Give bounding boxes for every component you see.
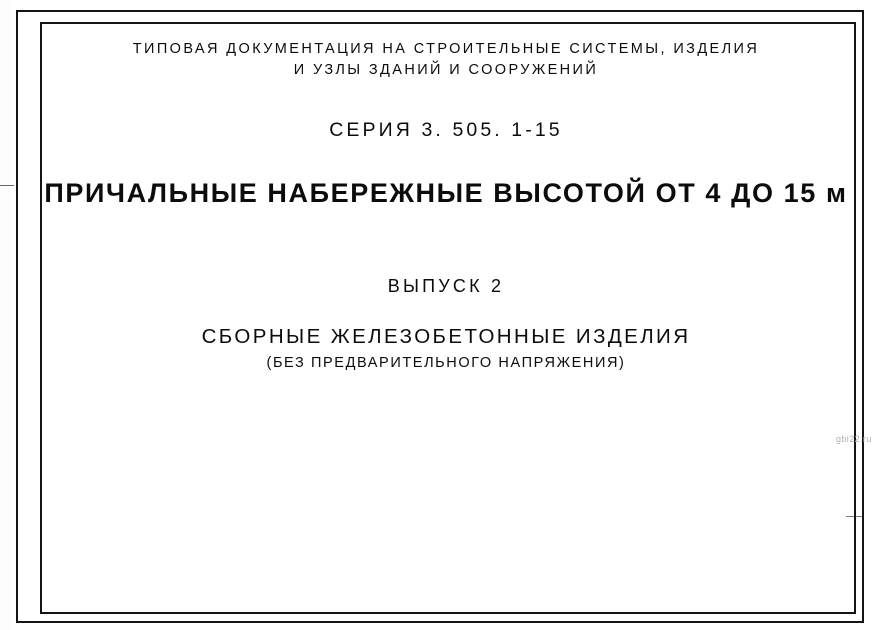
title-block — [40, 22, 852, 610]
subtitle: СБОРНЫЕ ЖЕЛЕЗОБЕТОННЫЕ ИЗДЕЛИЯ — [201, 325, 691, 348]
header-line-1: ТИПОВАЯ ДОКУМЕНТАЦИЯ НА СТРОИТЕЛЬНЫЕ СИСТЕМЫ, ИЗДЕЛИЯ — [132, 41, 760, 57]
series-number: СЕРИЯ 3. 505. 1-15 — [329, 119, 563, 141]
subtitle-note: (БЕЗ ПРЕДВАРИТЕЛЬНОГО НАПРЯЖЕНИЯ) — [266, 355, 626, 371]
page-title: ПРИЧАЛЬНЫЕ НАБЕРЕЖНЫЕ ВЫСОТОЙ ОТ 4 ДО 15 м — [44, 178, 848, 208]
header-line-2: И УЗЛЫ ЗДАНИЙ И СООРУЖЕНИЙ — [293, 62, 599, 78]
scan-edge-left — [0, 0, 10, 630]
watermark-label: gbi22.ru — [836, 434, 872, 444]
issue-number: ВЫПУСК 2 — [387, 276, 505, 296]
scan-mark-left — [0, 185, 14, 186]
